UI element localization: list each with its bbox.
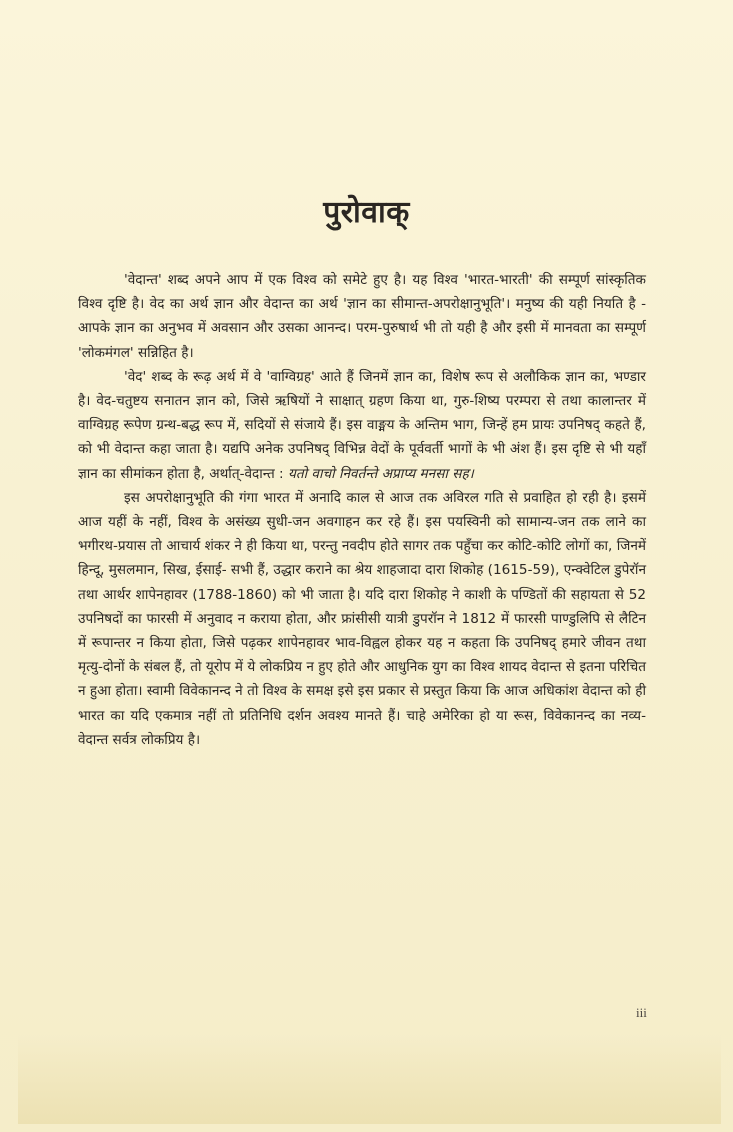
paragraph-3: इस अपरोक्षानुभूति की गंगा भारत में अनादि काल से आज तक अविरल गति से प्रवाहित हो रही है। इसमें आज यहीं के नहीं, विश्व के असंख्य सुधी-जन अवगाहन कर रहे हैं। इस पयस्विनी को सामान्य-जन तक लाने का भगीरथ-प्रयास तो आचार्य शंकर ने ही किया था, परन्तु नवदीप होते सागर तक पहुँचा कर कोटि-कोटि लोगों का, जिनमें हिन्दू, मुसलमान, सिख, ईसाई- सभी हैं, उद्धार कराने का श्रेय शाहजादा दारा शिकोह (1615-59), एन्क्वेटिल डुपेरॉन तथा आर्थर शापेनहावर (1788-1860) को भी जाता है। यदि दारा शिकोह ने काशी के पण्डितों की सहायता से 52 उपनिषदों का फारसी में अनुवाद न कराया होता, और फ्रांसीसी यात्री डुपरॉन ने 1812 में फारसी पाण्डुलिपि से लैटिन में रूपान्तर न किया होता, जिसे पढ़कर शापेनहावर भाव-विह्वल होकर यह न कहता कि उपनिषद् हमारे जीवन तथा मृत्यु-दोनों के संबल हैं, तो यूरोप में ये लोकप्रिय न हुए होते और आधुनिक युग का विश्व शायद वेदान्त से इतना परिचित न हुआ होता। स्वामी विवेकानन्द ने तो विश्व के समक्ष इसे इस प्रकार से प्रस्तुत किया कि आज अधिकांश वेदान्त को ही भारत का यदि एकमात्र नहीं तो प्रतिनिधि दर्शन अवश्य मानते हैं। चाहे अमेरिका हो या रूस, विवेकानन्द का नव्य-वेदान्त सर्वत्र लोकप्रिय है। [78,489,646,748]
page-title: पुरोवाक् [323,195,410,230]
paragraph-2-text: 'वेद' शब्द के रूढ़ अर्थ में वे 'वाग्विग्रह' आते हैं जिनमें ज्ञान का, विशेष रूप से अलौकिक ज्ञान का, भण्डार है। वेद-चतुष्टय सनातन ज्ञान को, जिसे ऋषियों ने साक्षात् ग्रहण किया था, गुरु-शिष्य परम्परा से तथा कालान्तर में वाग्विग्रह रूपेण ग्रन्थ-बद्ध रूप में, सदियों से संजाये हैं। इस वाङ्मय के अन्तिम भाग, जिन्हें हम प्रायः उपनिषद् कहते हैं, को भी वेदान्त कहा जाता है। यद्यपि अनेक उपनिषद् विभिन्न वेदों के पूर्ववर्ती भागों के भी अंश हैं। इस दृष्टि से भी यहाँ ज्ञान का सीमांकन होता है, अर्थात्-वेदान्त : [78,368,646,482]
paragraph-1: 'वेदान्त' शब्द अपने आप में एक विश्व को समेटे हुए है। यह विश्व 'भारत-भारती' की सम्पूर्ण सांस्कृतिक विश्व दृष्टि है। वेद का अर्थ ज्ञान और वेदान्त का अर्थ 'ज्ञान का सीमान्त-अपरोक्षानुभूति'। मनुष्य की यही नियति है - आपके ज्ञान का अनुभव में अवसान और उसका आनन्द। परम-पुरुषार्थ भी तो यही है और इसी में मानवता का सम्पूर्ण 'लोकमंगल' सन्निहित है। [78,272,646,361]
sanskrit-quote: यतो वाचो निवर्तन्ते अप्राप्य मनसा सह। [287,465,474,482]
paragraph-2 [78,365,646,486]
page-number: iii [636,1005,647,1020]
preface-body [78,268,646,752]
